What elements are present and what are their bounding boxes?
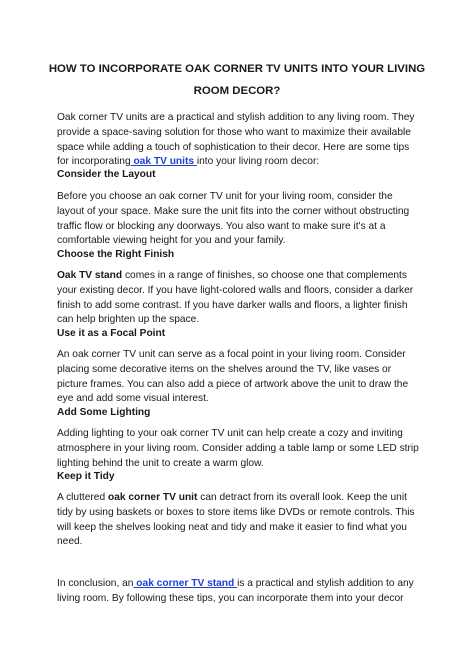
intro-text-end: into your living room decor: xyxy=(196,156,320,168)
intro-paragraph xyxy=(57,111,419,170)
keep-tidy-text-end: can detract from its overall look. Keep the unit tidy by using baskets or boxes to store items like DVDs or remote controls. This will keep the shelves looking neat and tidy and make it easier to find what you need. xyxy=(57,492,415,548)
intro-text: Oak corner TV units are a practical and stylish addition to any living room. They provide a space-saving solution for those who want to maximize their available space while adding a touch of sophistication to their decor. Here are some tips for incorporating xyxy=(57,112,415,168)
paragraph-focal-point: An oak corner TV unit can serve as a focal point in your living room. Consider placing some decorative items on the shelves around the TV, like vases or picture frames. You can also add a piece of artwork above the unit to draw the eye and add some visual interest. xyxy=(57,349,409,405)
paragraph-consider-layout: Before you choose an oak corner TV unit for your living room, consider the layout of your space. Make sure the unit fits into the corner without obstructing traffic flow or blocking any doorways. You also want to make sure it's at a comfortable viewing height for you and your family. xyxy=(57,191,410,247)
title-line-1: HOW TO INCORPORATE OAK CORNER TV UNITS INTO YOUR LIVING xyxy=(48,63,426,75)
conclusion-text-end: is a practical and stylish addition to any living room. By following these tips, you can incorporate them into your decor xyxy=(57,578,414,604)
oak-tv-stand-bold: Oak TV stand xyxy=(57,270,123,281)
oak-corner-tv-unit-bold: oak corner TV unit xyxy=(107,492,198,503)
right-finish-text: comes in a range of finishes, so choose one that complements your existing decor. If you have light-colored walls and floors, consider a darker finish to add some contrast. If you have darker walls and floors, a lighter finish can help brighten up the space. xyxy=(57,270,414,326)
paragraph-right-finish xyxy=(57,269,419,328)
heading-add-lighting: Add Some Lighting xyxy=(57,407,151,418)
page-title xyxy=(40,58,434,102)
paragraph-add-lighting: Adding lighting to your oak corner TV unit can help create a cozy and inviting atmosphere in your living room. Consider adding a table lamp or some LED strip lighting behind the unit to create a warm glow. xyxy=(57,428,419,469)
heading-consider-layout: Consider the Layout xyxy=(57,169,156,180)
oak-tv-units-link[interactable]: oak TV units xyxy=(130,156,197,168)
oak-corner-tv-stand-link[interactable]: oak corner TV stand xyxy=(133,578,238,589)
conclusion-paragraph xyxy=(57,577,419,607)
conclusion-text-start: In conclusion, an xyxy=(57,578,134,589)
paragraph-keep-tidy xyxy=(57,491,419,550)
title-line-2: ROOM DECOR? xyxy=(193,85,281,97)
heading-keep-tidy: Keep it Tidy xyxy=(57,471,115,482)
heading-right-finish: Choose the Right Finish xyxy=(57,249,175,260)
keep-tidy-text-start: A cluttered xyxy=(57,492,108,503)
heading-focal-point: Use it as a Focal Point xyxy=(57,328,166,339)
